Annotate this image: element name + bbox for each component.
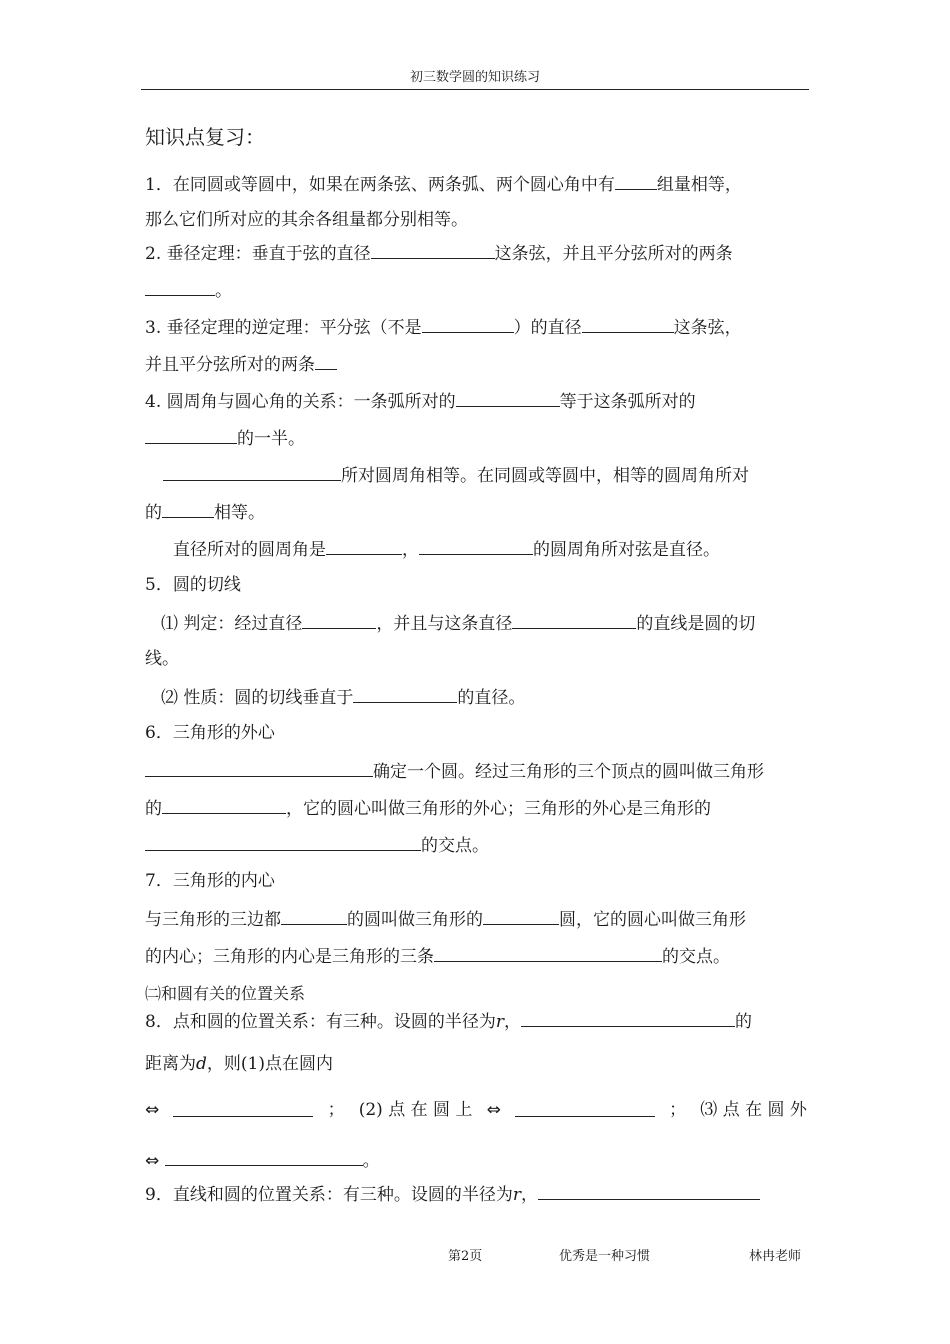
question-3-line-2: 并且平分弦所对的两条 <box>145 351 337 377</box>
question-6-line-1: 确定一个圆。经过三角形的三个顶点的圆叫做三角形 <box>145 758 764 784</box>
question-6-line-2: 的 ，它的圆心叫做三角形的外心；三角形的外心是三角形的 <box>145 795 711 821</box>
question-4-line-3: 所对圆周角相等。在同圆或等圆中，相等的圆周角所对 <box>163 462 749 488</box>
question-8-line-2: 距离为d，则(1)点在圆内 <box>145 1054 333 1074</box>
blank[interactable] <box>521 1008 735 1027</box>
blank[interactable] <box>538 1181 760 1200</box>
blank[interactable] <box>281 906 347 925</box>
question-5-1-line-2: 线。 <box>145 649 179 669</box>
blank[interactable] <box>145 758 373 777</box>
question-1-line-1: 1．在同圆或等圆中，如果在两条弦、两条弧、两个圆心角中有 组量相等， <box>145 171 742 197</box>
question-4-line-1: 4. 圆周角与圆心角的关系：一条弧所对的 等于这条弧所对的 <box>145 388 696 414</box>
blank[interactable] <box>326 536 402 555</box>
blank[interactable] <box>371 240 495 259</box>
question-8-line-3: ⇔ ； (2) 点 在 圆 上 ⇔ ； ⑶ 点 在 圆 外 <box>145 1100 807 1120</box>
question-4-line-2: 的一半。 <box>145 425 305 451</box>
blank[interactable] <box>145 277 215 296</box>
question-5-2: ⑵ 性质：圆的切线垂直于 的直径。 <box>161 684 525 710</box>
blank[interactable] <box>162 795 286 814</box>
question-1-line-2: 那么它们所对应的其余各组量都分别相等。 <box>145 210 468 230</box>
question-4-line-5: 直径所对的圆周角是 ， 的圆周角所对弦是直径。 <box>173 536 720 562</box>
question-7-line-2: 的内心；三角形的内心是三角形的三条 的交点。 <box>145 943 730 969</box>
question-7-heading: 7．三角形的内心 <box>145 871 275 891</box>
blank[interactable] <box>434 943 662 962</box>
question-3-line-1: 3. 垂径定理的逆定理：平分弦（不是 ）的直径 这条弦， <box>145 314 742 340</box>
section-2-title: ㈡和圆有关的位置关系 <box>145 984 306 1003</box>
footer-teacher: 林冉老师 <box>749 1249 802 1264</box>
question-9-line-1: 9．直线和圆的位置关系：有三种。设圆的半径为r， <box>145 1181 760 1207</box>
question-5-heading: 5．圆的切线 <box>145 575 241 595</box>
header-title: 初三数学圆的知识练习 <box>409 70 540 85</box>
question-4-line-4: 的 相等。 <box>145 499 265 525</box>
blank[interactable] <box>165 1147 363 1166</box>
question-2-line-1: 2. 垂径定理：垂直于弦的直径 这条弦，并且平分弦所对的两条 <box>145 240 733 266</box>
blank[interactable] <box>615 171 657 190</box>
blank[interactable] <box>302 610 376 629</box>
blank[interactable] <box>483 906 559 925</box>
footer-motto: 优秀是一种习惯 <box>559 1249 651 1264</box>
question-6-heading: 6．三角形的外心 <box>145 723 275 743</box>
question-6-line-3: 的交点。 <box>145 832 489 858</box>
blank[interactable] <box>163 462 341 481</box>
blank[interactable] <box>456 388 560 407</box>
question-8-line-4: ⇔ 。 <box>145 1147 380 1173</box>
question-7-line-1: 与三角形的三边都 的圆叫做三角形的 圆，它的圆心叫做三角形 <box>145 906 746 932</box>
page-header <box>141 70 809 90</box>
footer-page-number: 第2页 <box>448 1249 483 1264</box>
blank[interactable] <box>162 499 214 518</box>
blank[interactable] <box>353 684 457 703</box>
question-2-line-2: 。 <box>145 277 232 303</box>
question-8-line-1: 8．点和圆的位置关系：有三种。设圆的半径为r， 的 <box>145 1008 752 1034</box>
blank[interactable] <box>512 610 636 629</box>
blank[interactable] <box>422 314 514 333</box>
blank[interactable] <box>582 314 674 333</box>
blank[interactable] <box>173 1098 313 1117</box>
question-5-1-line-1: ⑴ 判定：经过直径 ，并且与这条直径 的直线是圆的切 <box>161 610 755 636</box>
blank[interactable] <box>419 536 533 555</box>
blank[interactable] <box>315 351 337 370</box>
section-title: 知识点复习： <box>145 125 265 149</box>
blank[interactable] <box>515 1098 655 1117</box>
blank[interactable] <box>145 425 237 444</box>
blank[interactable] <box>145 832 421 851</box>
